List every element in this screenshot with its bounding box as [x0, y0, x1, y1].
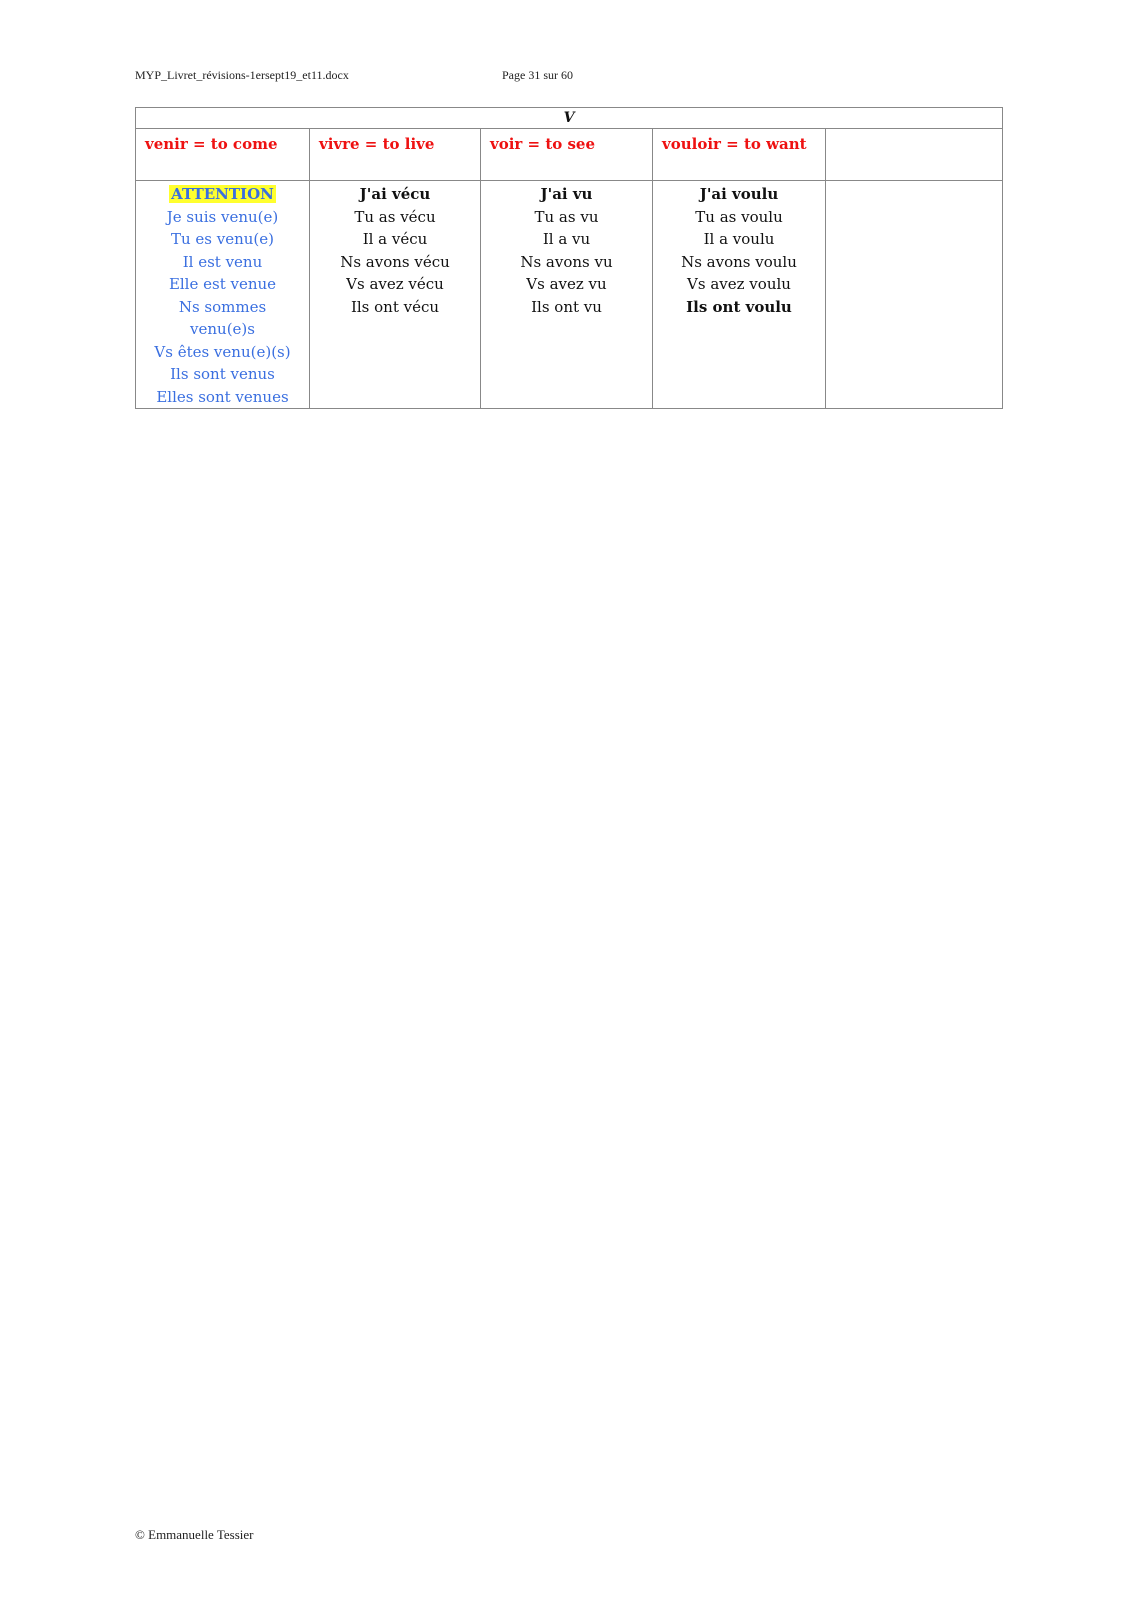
conjugation-cell-empty: [826, 181, 1003, 409]
conjugation-line: Ns avons vu: [520, 252, 613, 271]
page-number: Page 31 sur 60: [502, 68, 573, 82]
verb-heading-venir: venir = to come: [136, 129, 310, 181]
conjugation-line: J'ai vu: [540, 185, 593, 203]
verb-heading-vivre: vivre = to live: [310, 129, 481, 181]
conjugation-line: Il a vécu: [362, 230, 428, 248]
conjugation-cell-vouloir: [653, 181, 826, 409]
conjugation-line: Elle est venue: [168, 275, 277, 293]
section-letter: V: [136, 108, 1003, 129]
conjugation-line: Ns avons vécu: [340, 252, 450, 271]
conjugation-line: Il est venu: [182, 252, 263, 271]
verb-heading-empty: [826, 129, 1003, 181]
conjugation-cell-venir: [136, 181, 310, 409]
conjugation-line: Ils sont venus: [170, 365, 275, 383]
conjugation-line: Ils ont vécu: [350, 297, 440, 316]
conjugation-line: J'ai vécu: [359, 185, 431, 203]
conjugation-row: [136, 181, 1003, 409]
conjugation-line: Ils ont vu: [531, 297, 602, 316]
conjugation-cell-vivre: [310, 181, 481, 409]
verb-heading-voir: voir = to see: [481, 129, 653, 181]
section-letter-row: [136, 108, 1003, 129]
conjugation-line: Tu as vu: [534, 207, 599, 226]
conjugation-line: Il a voulu: [703, 230, 775, 248]
conjugation-line: Vs avez voulu: [687, 275, 791, 293]
conjugation-line: Je suis venu(e): [166, 207, 279, 226]
conjugation-line: Ils ont voulu: [686, 297, 792, 316]
conjugation-line: Tu as vécu: [354, 207, 436, 226]
attention-highlight: ATTENTION: [171, 185, 274, 203]
copyright-footer: © Emmanuelle Tessier: [135, 1527, 254, 1542]
conjugation-line: Vs avez vécu: [346, 275, 444, 293]
conjugation-line: J'ai voulu: [699, 185, 779, 203]
conjugation-line: Ns sommes venu(e)s: [178, 297, 267, 338]
verb-heading-vouloir: vouloir = to want: [653, 129, 826, 181]
conjugation-line: Elles sont venues: [156, 387, 289, 406]
conjugation-line: Il a vu: [542, 230, 591, 248]
conjugation-line: Tu es venu(e): [170, 230, 275, 248]
conjugation-line: Tu as voulu: [695, 207, 783, 226]
document-filename: MYP_Livret_révisions-1ersept19_et11.docx: [135, 68, 349, 82]
verb-heading-row: [136, 129, 1003, 181]
conjugation-line: Vs avez vu: [526, 275, 607, 293]
conjugation-line: Vs êtes venu(e)(s): [154, 342, 291, 361]
verb-conjugation-table: [135, 107, 1003, 409]
conjugation-line: Ns avons voulu: [681, 252, 797, 271]
conjugation-cell-voir: [481, 181, 653, 409]
